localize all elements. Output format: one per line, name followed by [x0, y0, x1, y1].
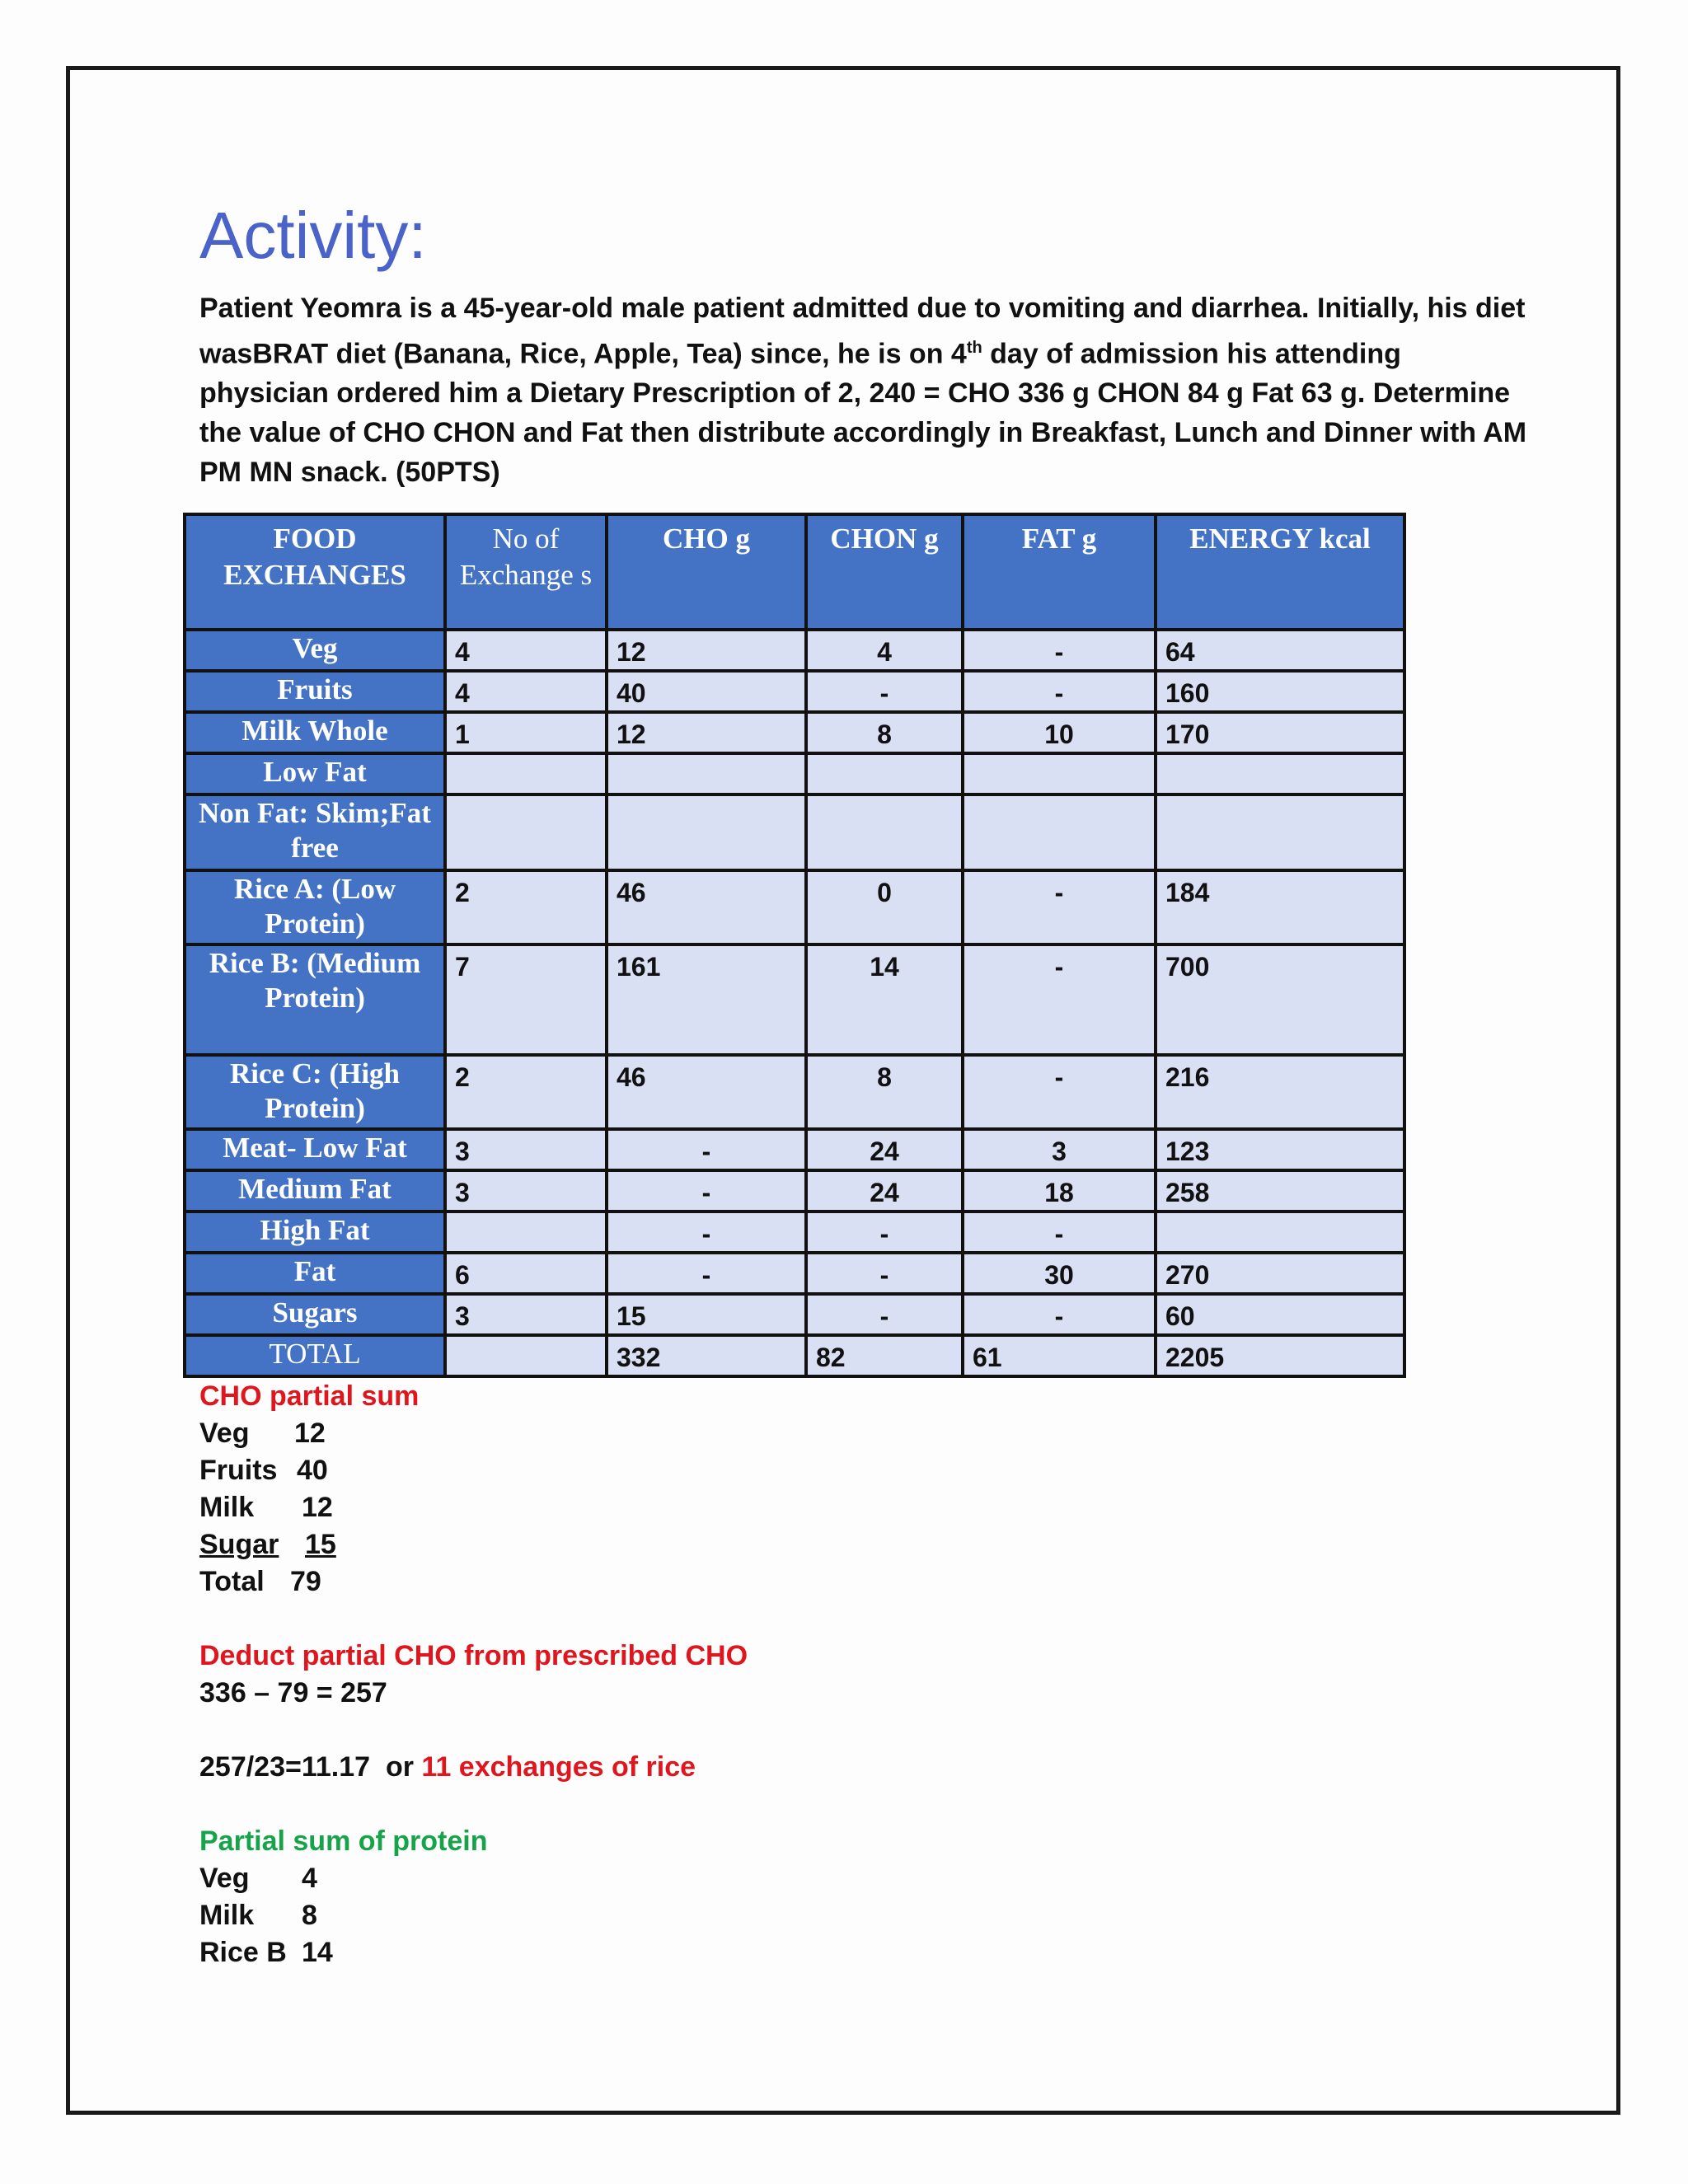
food-exchange-name: Veg	[185, 630, 445, 671]
table-row	[185, 1253, 1404, 1294]
cho-value: -	[607, 1170, 806, 1212]
chon-value: 8	[806, 1055, 963, 1129]
food-exchange-name: Medium Fat	[185, 1170, 445, 1212]
fat-value: 61	[963, 1335, 1156, 1376]
food-exchange-name: Rice B: (Medium Protein)	[185, 944, 445, 1055]
food-exchange-name: Rice C: (High Protein)	[185, 1055, 445, 1129]
or-text: or	[385, 1751, 414, 1783]
fat-value: -	[963, 1294, 1156, 1335]
cho-value	[607, 753, 806, 794]
protein-item-label: Veg	[199, 1863, 250, 1894]
chon-value	[806, 753, 963, 794]
food-exchange-name: Fruits	[185, 671, 445, 712]
cho-value: 46	[607, 1055, 806, 1129]
table-row	[185, 1212, 1404, 1253]
chon-value: 14	[806, 944, 963, 1055]
table-row	[185, 870, 1404, 944]
list-item	[199, 1934, 1189, 1971]
cho-value: 12	[607, 712, 806, 753]
table-row	[185, 671, 1404, 712]
cho-item-label: Sugar	[199, 1529, 279, 1560]
chon-value: 82	[806, 1335, 963, 1376]
energy-value: 64	[1156, 630, 1404, 671]
instructions-text-2: day of admission his attending physician ordered him a Dietary Prescription of 2, 240 = CHO 336 g CHON 84 g Fat 63 g. Determine the value of CHO CHON and Fat then distribute accordingly in Breakfast, Lunch and Dinner with AM PM MN snack. (50PTS)	[199, 338, 1527, 489]
energy-value	[1156, 1212, 1404, 1253]
energy-value: 216	[1156, 1055, 1404, 1129]
cho-value: 332	[607, 1335, 806, 1376]
protein-item-label: Rice B	[199, 1937, 287, 1968]
no-of-exchanges	[445, 1335, 607, 1376]
no-of-exchanges	[445, 794, 607, 870]
no-of-exchanges	[445, 1212, 607, 1253]
chon-value: -	[806, 1253, 963, 1294]
energy-value: 60	[1156, 1294, 1404, 1335]
food-exchange-name: TOTAL	[185, 1335, 445, 1376]
list-item	[199, 1897, 1189, 1934]
no-of-exchanges: 3	[445, 1170, 607, 1212]
no-of-exchanges: 4	[445, 630, 607, 671]
energy-value: 160	[1156, 671, 1404, 712]
fat-value: 10	[963, 712, 1156, 753]
no-of-exchanges: 3	[445, 1294, 607, 1335]
cho-item-label: Milk	[199, 1492, 255, 1523]
table-row	[185, 630, 1404, 671]
energy-value: 123	[1156, 1129, 1404, 1170]
cho-value: -	[607, 1212, 806, 1253]
header-food-exchanges: FOOD EXCHANGES	[185, 514, 445, 630]
deduct-heading: Deduct partial CHO from prescribed CHO	[199, 1640, 748, 1671]
fat-value	[963, 794, 1156, 870]
fat-value: -	[963, 671, 1156, 712]
activity-instructions	[199, 288, 1535, 492]
cho-item-list	[199, 1415, 1189, 1601]
table-row	[185, 1055, 1404, 1129]
header-cho: CHO g	[607, 514, 806, 630]
protein-item-value: 14	[302, 1937, 333, 1968]
fat-value: 18	[963, 1170, 1156, 1212]
chon-value	[806, 794, 963, 870]
food-exchange-name: Sugars	[185, 1294, 445, 1335]
list-item	[199, 1415, 1189, 1452]
energy-value	[1156, 753, 1404, 794]
protein-item-label: Milk	[199, 1900, 255, 1931]
chon-value: 8	[806, 712, 963, 753]
no-of-exchanges	[445, 753, 607, 794]
food-exchange-name: Rice A: (Low Protein)	[185, 870, 445, 944]
energy-value: 270	[1156, 1253, 1404, 1294]
cho-item-value: 79	[290, 1566, 321, 1597]
food-exchange-table	[183, 513, 1406, 1378]
computation-notes	[199, 1378, 1189, 1971]
no-of-exchanges: 2	[445, 1055, 607, 1129]
fat-value: 30	[963, 1253, 1156, 1294]
chon-value: -	[806, 1212, 963, 1253]
no-of-exchanges: 1	[445, 712, 607, 753]
food-exchange-name: Milk Whole	[185, 712, 445, 753]
table-row	[185, 794, 1404, 870]
no-of-exchanges: 2	[445, 870, 607, 944]
list-item	[199, 1489, 1189, 1526]
cho-item-label: Veg	[199, 1418, 250, 1449]
fat-value: -	[963, 870, 1156, 944]
fat-value: -	[963, 630, 1156, 671]
food-exchange-name: Low Fat	[185, 753, 445, 794]
energy-value: 258	[1156, 1170, 1404, 1212]
energy-value: 700	[1156, 944, 1404, 1055]
instructions-text-1: Patient Yeomra is a 45-year-old male patient admitted due to vomiting and diarrhea. Initially, his diet wasBRAT diet (Banana, Rice, Apple, Tea) since, he is on 4	[199, 293, 1526, 370]
protein-partial-heading: Partial sum of protein	[199, 1825, 488, 1857]
page-title: Activity:	[199, 199, 427, 272]
list-item	[199, 1860, 1189, 1897]
food-exchange-name: Meat- Low Fat	[185, 1129, 445, 1170]
chon-value: 0	[806, 870, 963, 944]
header-fat: FAT g	[963, 514, 1156, 630]
fat-value: -	[963, 944, 1156, 1055]
food-exchange-name: High Fat	[185, 1212, 445, 1253]
no-of-exchanges: 6	[445, 1253, 607, 1294]
header-energy: ENERGY kcal	[1156, 514, 1404, 630]
table-row	[185, 753, 1404, 794]
header-chon: CHON g	[806, 514, 963, 630]
cho-value: 161	[607, 944, 806, 1055]
food-exchange-name: Fat	[185, 1253, 445, 1294]
cho-value: 15	[607, 1294, 806, 1335]
fat-value: -	[963, 1212, 1156, 1253]
chon-value: 24	[806, 1170, 963, 1212]
protein-item-value: 8	[302, 1900, 317, 1931]
cho-item-label: Total	[199, 1566, 265, 1597]
table-total-row	[185, 1335, 1404, 1376]
chon-value: -	[806, 671, 963, 712]
cho-value: 12	[607, 630, 806, 671]
table-row	[185, 1294, 1404, 1335]
no-of-exchanges: 7	[445, 944, 607, 1055]
table-row	[185, 712, 1404, 753]
cho-value: -	[607, 1253, 806, 1294]
cho-item-value: 12	[302, 1492, 333, 1523]
cho-value: 46	[607, 870, 806, 944]
no-of-exchanges: 4	[445, 671, 607, 712]
cho-item-label: Fruits	[199, 1455, 278, 1486]
instructions-superscript: th	[966, 339, 982, 357]
chon-value: 4	[806, 630, 963, 671]
no-of-exchanges: 3	[445, 1129, 607, 1170]
protein-item-value: 4	[302, 1863, 317, 1894]
table-row	[185, 1129, 1404, 1170]
cho-item-value: 12	[294, 1418, 326, 1449]
division-text: 257/23=11.17	[199, 1751, 371, 1783]
fat-value: 3	[963, 1129, 1156, 1170]
fat-value	[963, 753, 1156, 794]
cho-value	[607, 794, 806, 870]
energy-value: 170	[1156, 712, 1404, 753]
chon-value: -	[806, 1294, 963, 1335]
cho-value: 40	[607, 671, 806, 712]
fat-value: -	[963, 1055, 1156, 1129]
cho-item-value: 15	[305, 1529, 336, 1560]
energy-value	[1156, 794, 1404, 870]
protein-item-list	[199, 1860, 1189, 1971]
chon-value: 24	[806, 1129, 963, 1170]
cho-partial-heading: CHO partial sum	[199, 1380, 420, 1412]
cho-item-value: 40	[297, 1455, 328, 1486]
energy-value: 184	[1156, 870, 1404, 944]
table-row	[185, 1170, 1404, 1212]
deduct-calculation: 336 – 79 = 257	[199, 1677, 387, 1708]
rice-exchange-line	[199, 1749, 1189, 1786]
list-item	[199, 1452, 1189, 1489]
header-no-of-exchanges: No of Exchange s	[445, 514, 607, 630]
list-item	[199, 1526, 1189, 1563]
cho-value: -	[607, 1129, 806, 1170]
table-header-row	[185, 514, 1404, 630]
food-exchange-name: Non Fat: Skim;Fat free	[185, 794, 445, 870]
rice-result: 11 exchanges of rice	[421, 1751, 696, 1783]
list-item	[199, 1563, 1189, 1601]
table-row	[185, 944, 1404, 1055]
energy-value: 2205	[1156, 1335, 1404, 1376]
